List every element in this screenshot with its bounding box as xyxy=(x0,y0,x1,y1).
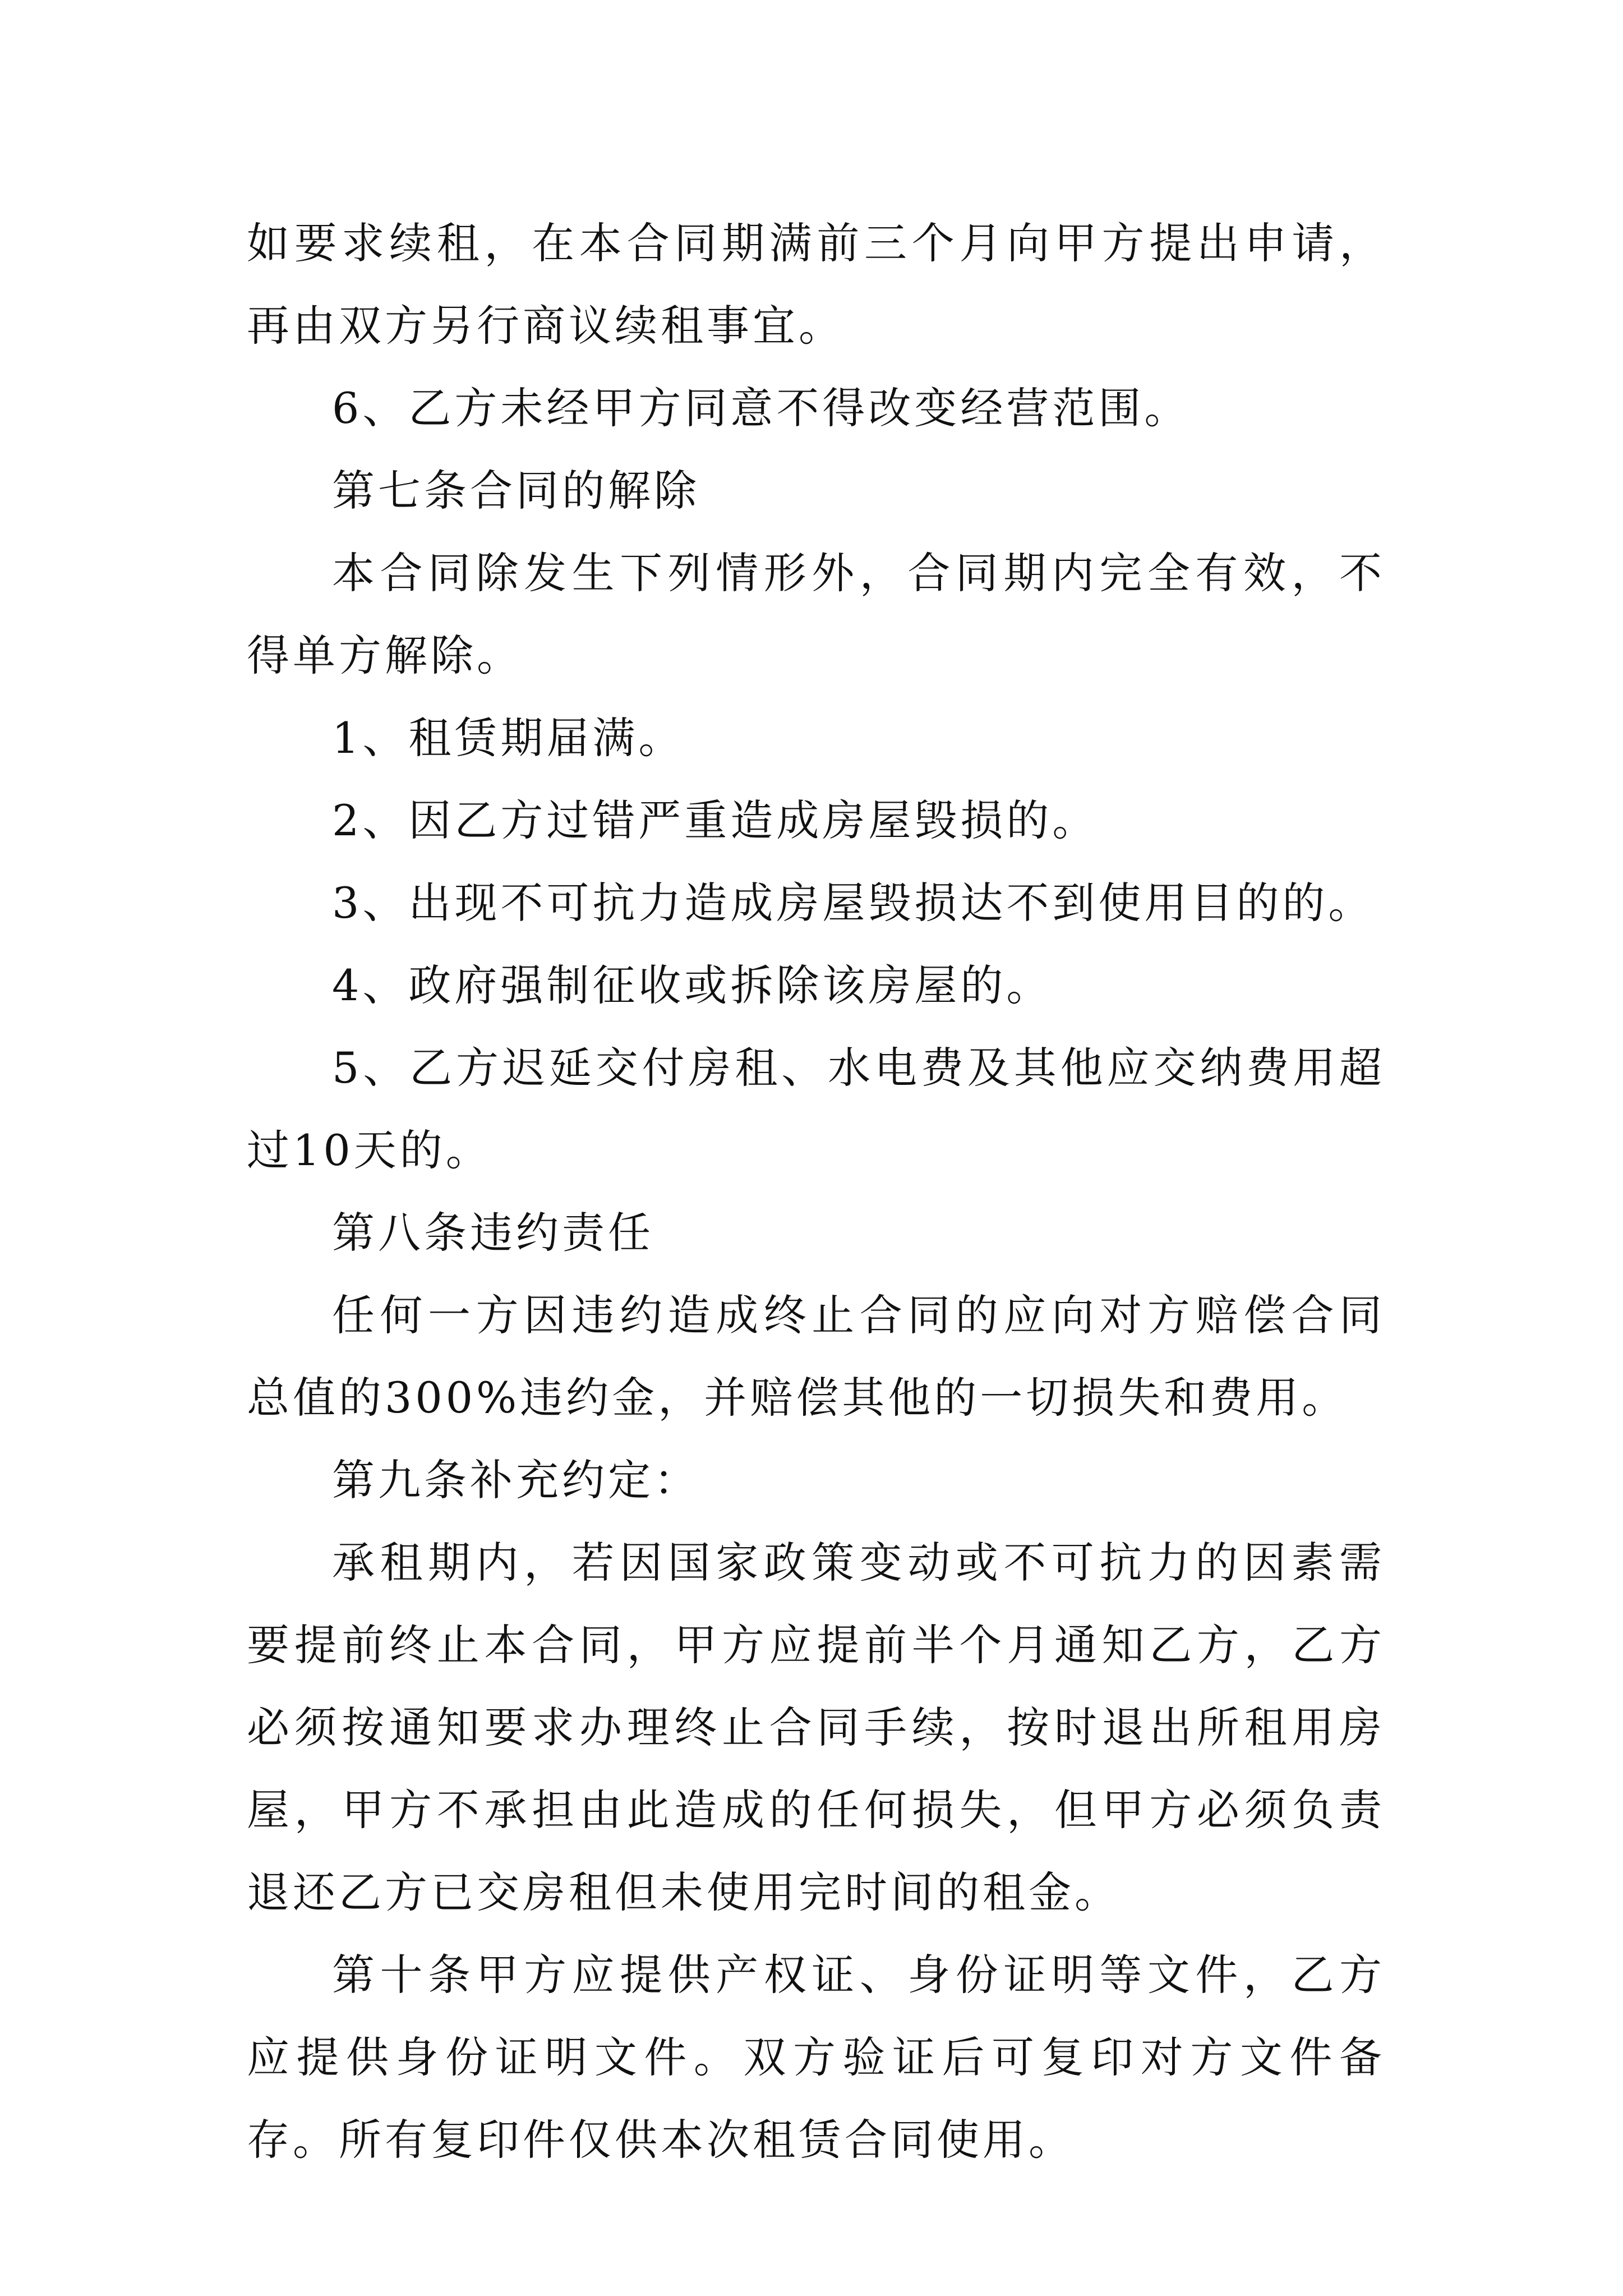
list-item-3: 3、出现不可抗力造成房屋毁损达不到使用目的的。 xyxy=(332,878,1375,928)
heading-article-8: 第八条违约责任 xyxy=(332,1208,654,1258)
paragraph-clause-6: 6、乙方未经甲方同意不得改变经营范围。 xyxy=(332,383,1191,433)
list-item-2: 2、因乙方过错严重造成房屋毁损的。 xyxy=(332,795,1099,845)
document-body xyxy=(247,202,1385,2181)
paragraph-renewal: 如要求续租，在本合同期满前三个月向甲方提出申请，再由双方另行商议续租事宜。 xyxy=(247,218,1385,351)
paragraph-liability: 任何一方因违约造成终止合同的应向对方赔偿合同总值的300%违约金，并赔偿其他的一切损失和费用。 xyxy=(247,1290,1385,1423)
paragraph-supplement: 承租期内，若因国家政策变动或不可抗力的因素需要提前终止本合同，甲方应提前半个月通知乙方，乙方必须按通知要求办理终止合同手续，按时退出所租用房屋，甲方不承担由此造成的任何损失，但甲方必须负责退还乙方已交房租但未使用完时间的租金。 xyxy=(247,1538,1385,1917)
heading-article-9: 第九条补充约定： xyxy=(332,1455,700,1505)
list-item-1: 1、租赁期届满。 xyxy=(332,713,685,763)
list-item-4: 4、政府强制征收或拆除该房屋的。 xyxy=(332,960,1053,1010)
list-item-5: 5、乙方迟延交付房租、水电费及其他应交纳费用超过10天的。 xyxy=(247,1043,1385,1175)
paragraph-termination-intro: 本合同除发生下列情形外，合同期内完全有效，不得单方解除。 xyxy=(247,548,1385,680)
paragraph-article-10: 第十条甲方应提供产权证、身份证明等文件，乙方应提供身份证明文件。双方验证后可复印对方文件备存。所有复印件仅供本次租赁合同使用。 xyxy=(247,1950,1385,2165)
heading-article-7: 第七条合同的解除 xyxy=(332,466,700,516)
